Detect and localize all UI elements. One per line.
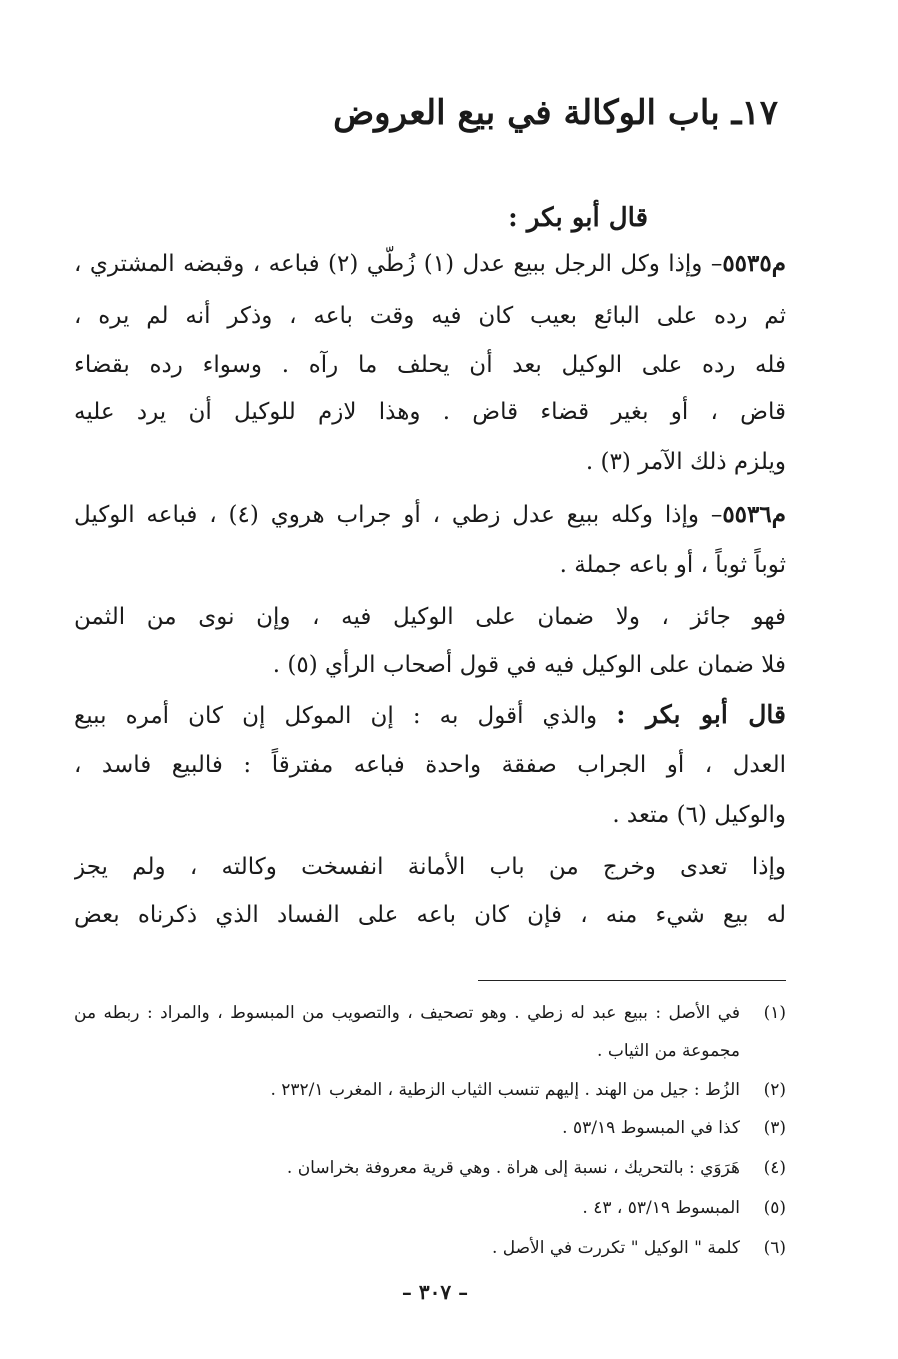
footnote-text: في الأصل : ببيع عبد له زطي . وهو تصحيف ، والتصويب من المبسوط ، والمراد : ربطه من: [74, 1003, 740, 1023]
entry-number: م٥٥٣٥: [722, 250, 786, 277]
footnote-text: كلمة " الوكيل " تكررت في الأصل .: [491, 1238, 740, 1258]
text-line-10: [74, 695, 786, 735]
text-line-9: فلا ضمان على الوكيل فيه في قول أصحاب الرأي (٥) .: [272, 652, 786, 678]
speaker-heading: قال أبو بكر :: [508, 203, 648, 233]
text-line-6: [74, 495, 786, 535]
text-line-14: له بيع شيء منه ، فإن كان باعه على الفساد الذي ذكرناه بعض: [74, 902, 786, 928]
footnote-text: الزُط : جيل من الهند . إليهم تنسب الثياب الزطية ، المغرب ٢٣٢/١ .: [270, 1080, 740, 1100]
footnote-text: هَرَوَي : بالتحريك ، نسبة إلى هراة . وهي قرية معروفة بخراسان .: [286, 1158, 740, 1178]
footnote-4: [74, 1153, 786, 1183]
text-line-5: ويلزم ذلك الآمر (٣) .: [585, 449, 786, 475]
text-line-1: [74, 244, 786, 284]
text-line-8: فهو جائز ، ولا ضمان على الوكيل فيه ، وإن نوى من الثمن: [74, 604, 786, 630]
text-line-7: ثوباً ثوباً ، أو باعه جملة .: [559, 552, 786, 578]
footnote-text: المبسوط ٥٣/١٩ ، ٤٣ .: [582, 1198, 740, 1218]
page-number: – ٣٠٧ –: [401, 1280, 469, 1304]
line-text: – وإذا وكل الرجل ببيع عدل (١) زُطّي (٢) فباعه ، وقبضه المشتري ،: [74, 251, 723, 277]
speaker-lead: قال أبو بكر :: [616, 700, 786, 729]
text-line-4: قاض ، أو بغير قضاء قاض . وهذا لازم للوكيل أن يرد عليه: [74, 399, 786, 425]
footnote-divider: [478, 980, 786, 981]
line-text: والذي أقول به : إن الموكل إن كان أمره ببيع: [74, 703, 598, 729]
footnote-number: (٤): [763, 1158, 786, 1178]
text-line-3: فله رده على الوكيل بعد أن يحلف ما رآه . وسواء رده بقضاء: [74, 352, 786, 378]
footnote-3: [74, 1113, 786, 1143]
footnote-number: (٥): [763, 1198, 786, 1218]
footnote-1: [74, 998, 786, 1028]
footnote-number: (٣): [763, 1118, 786, 1138]
footnote-5: [74, 1193, 786, 1223]
chapter-title: ١٧ـ باب الوكالة في بيع العروض: [333, 93, 778, 133]
footnote-2: [74, 1075, 786, 1105]
text-line-13: وإذا تعدى وخرج من باب الأمانة انفسخت وكالته ، ولم يجز: [74, 854, 786, 880]
entry-number: م٥٥٣٦: [722, 501, 786, 528]
footnote-6: [74, 1233, 786, 1263]
text-line-12: والوكيل (٦) متعد .: [612, 802, 786, 828]
text-line-2: ثم رده على البائع بعيب كان فيه وقت باعه ، وذكر أنه لم يره ،: [74, 303, 786, 329]
line-text: – وإذا وكله ببيع عدل زطي ، أو جراب هروي (٤) ، فباعه الوكيل: [74, 502, 723, 528]
footnote-number: (٢): [763, 1080, 786, 1100]
footnote-text: كذا في المبسوط ٥٣/١٩ .: [562, 1118, 740, 1138]
text-line-11: العدل ، أو الجراب صفقة واحدة فباعه مفترقاً : فالبيع فاسد ،: [74, 752, 786, 778]
footnote-number: (٦): [763, 1238, 786, 1258]
footnote-number: (١): [763, 1003, 786, 1023]
footnote-1-continued: مجموعة من الثياب .: [597, 1041, 740, 1061]
